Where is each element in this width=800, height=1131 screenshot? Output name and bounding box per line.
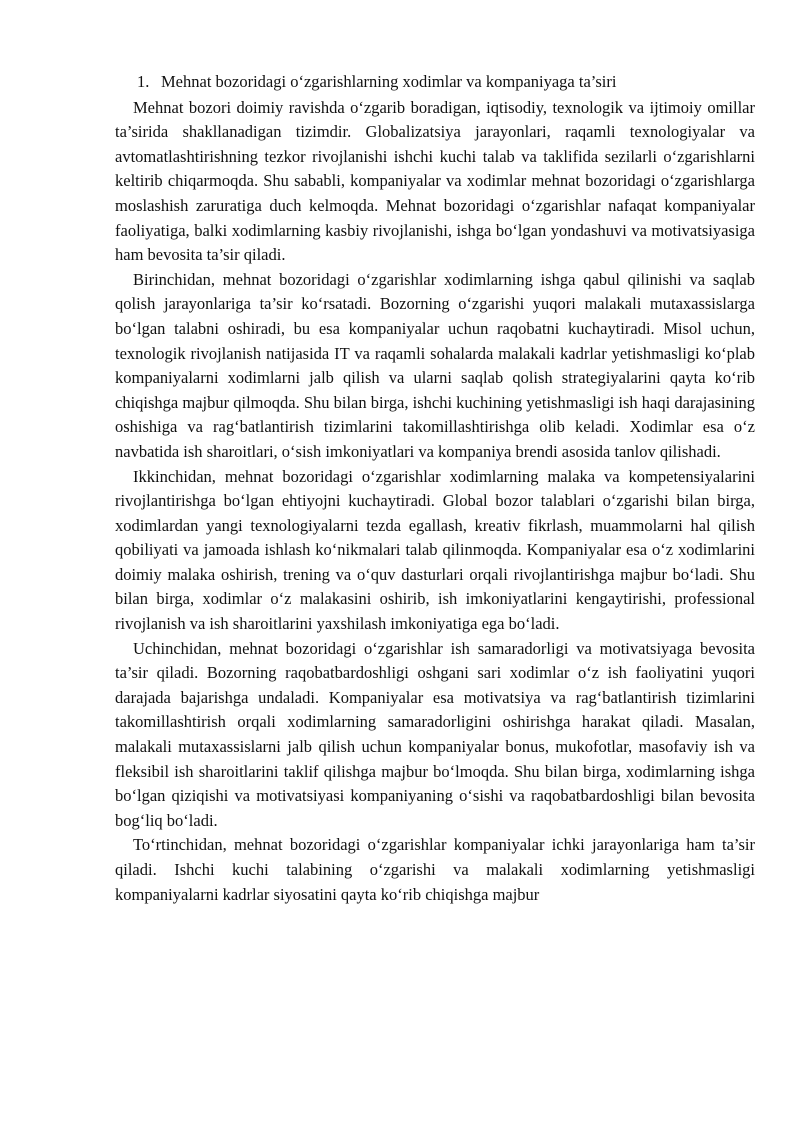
paragraph-intro: Mehnat bozori doimiy ravishda o‘zgarib boradigan, iqtisodiy, texnologik va ijtimoiy omillar ta’sirida shakllanadigan tizimdir. Globalizatsiya jarayonlari, raqamli texnologiyalar va avtomatlashtirishning tezkor rivojlanishi ishchi kuchi talab va taklifida sezilarli o‘zgarishlarni keltirib chiqarmoqda. Shu sababli, kompaniyalar va xodimlar mehnat bozoridagi o‘zgarishlarga moslashish zaruratiga duch kelmoqda. Mehnat bozoridagi o‘zgarishlar nafaqat kompaniyalar faoliyatiga, balki xodimlarning kasbiy rivojlanishi, ishga bo‘lgan yondashuvi va motivatsiyasiga ham bevosita ta’sir qiladi.: [115, 97, 755, 265]
section-title: Mehnat bozoridagi o‘zgarishlarning xodimlar va kompaniyaga ta’siri: [161, 72, 617, 91]
section-heading: [115, 70, 755, 95]
paragraph-second: Ikkinchidan, mehnat bozoridagi o‘zgarishlar xodimlarning malaka va kompetensiyalarini rivojlantirishga bo‘lgan ehtiyojni kuchaytiradi. Global bozor talablari o‘zgarishi bilan birga, xodimlardan yangi texnologiyalarni tezda egallash, kreativ fikrlash, muammolarni hal qilish qobiliyati va jamoada ishlash ko‘nikmalari talab qilinmoqda. Kompaniyalar esa o‘z xodimlarini doimiy malaka oshirish, trening va o‘quv dasturlari orqali rivojlantirishga majbur bo‘ladi. Shu bilan birga, xodimlar o‘z malakasini oshirib, ish imkoniyatlarini kengaytirishi, professional rivojlanish va ish sharoitlarini yaxshilash imkoniyatiga ega bo‘ladi.: [115, 466, 755, 634]
paragraph-first: Birinchidan, mehnat bozoridagi o‘zgarishlar xodimlarning ishga qabul qilinishi va saqlab qolish jarayonlariga ta’sir ko‘rsatadi. Bozorning o‘zgarishi yuqori malakali mutaxassislarga bo‘lgan talabni oshiradi, bu esa kompaniyalar uchun raqobatni kuchaytiradi. Misol uchun, texnologik rivojlanish natijasida IT va raqamli sohalarda malakali kadrlar yetishmasligi ko‘plab kompaniyalarni xodimlarni jalb qilish va ularni saqlab qolish strategiyalarini qayta ko‘rib chiqishga majbur qilmoqda. Shu bilan birga, ishchi kuchining yetishmasligi ish haqi darajasining oshishiga va rag‘batlantirish tizimlarini takomillashtirishga olib keladi. Xodimlar esa o‘z navbatida ish sharoitlari, o‘sish imkoniyatlari va kompaniya brendi asosida tanlov qilishadi.: [115, 269, 755, 461]
paragraph-third: Uchinchidan, mehnat bozoridagi o‘zgarishlar ish samaradorligi va motivatsiyaga bevosita ta’sir qiladi. Bozorning raqobatbardoshligi oshgani sari xodimlar o‘z ish faoliyatini yuqori darajada bajarishga undaladi. Kompaniyalar esa motivatsiya va rag‘batlantirish tizimlarini takomillashtirish orqali xodimlarning samaradorligini oshirishga harakat qiladi. Masalan, malakali mutaxassislarni jalb qilish uchun kompaniyalar bonus, mukofotlar, masofaviy ish va fleksibil ish sharoitlarini taklif qilishga majbur bo‘lmoqda. Shu bilan birga, xodimlarning ishga bo‘lgan qiziqishi va motivatsiyasi kompaniyaning o‘sishi va raqobatbardoshligi bilan bevosita bog‘liq bo‘ladi.: [115, 638, 755, 830]
section-number: 1.: [137, 72, 150, 91]
document-page: [115, 70, 755, 907]
paragraph-fourth: To‘rtinchidan, mehnat bozoridagi o‘zgarishlar kompaniyalar ichki jarayonlariga ham ta’sir qiladi. Ishchi kuchi talabining o‘zgarishi va malakali xodimlarning yetishmasligi kompaniyalarni kadrlar siyosatini qayta ko‘rib chiqishga majbur: [115, 835, 755, 904]
